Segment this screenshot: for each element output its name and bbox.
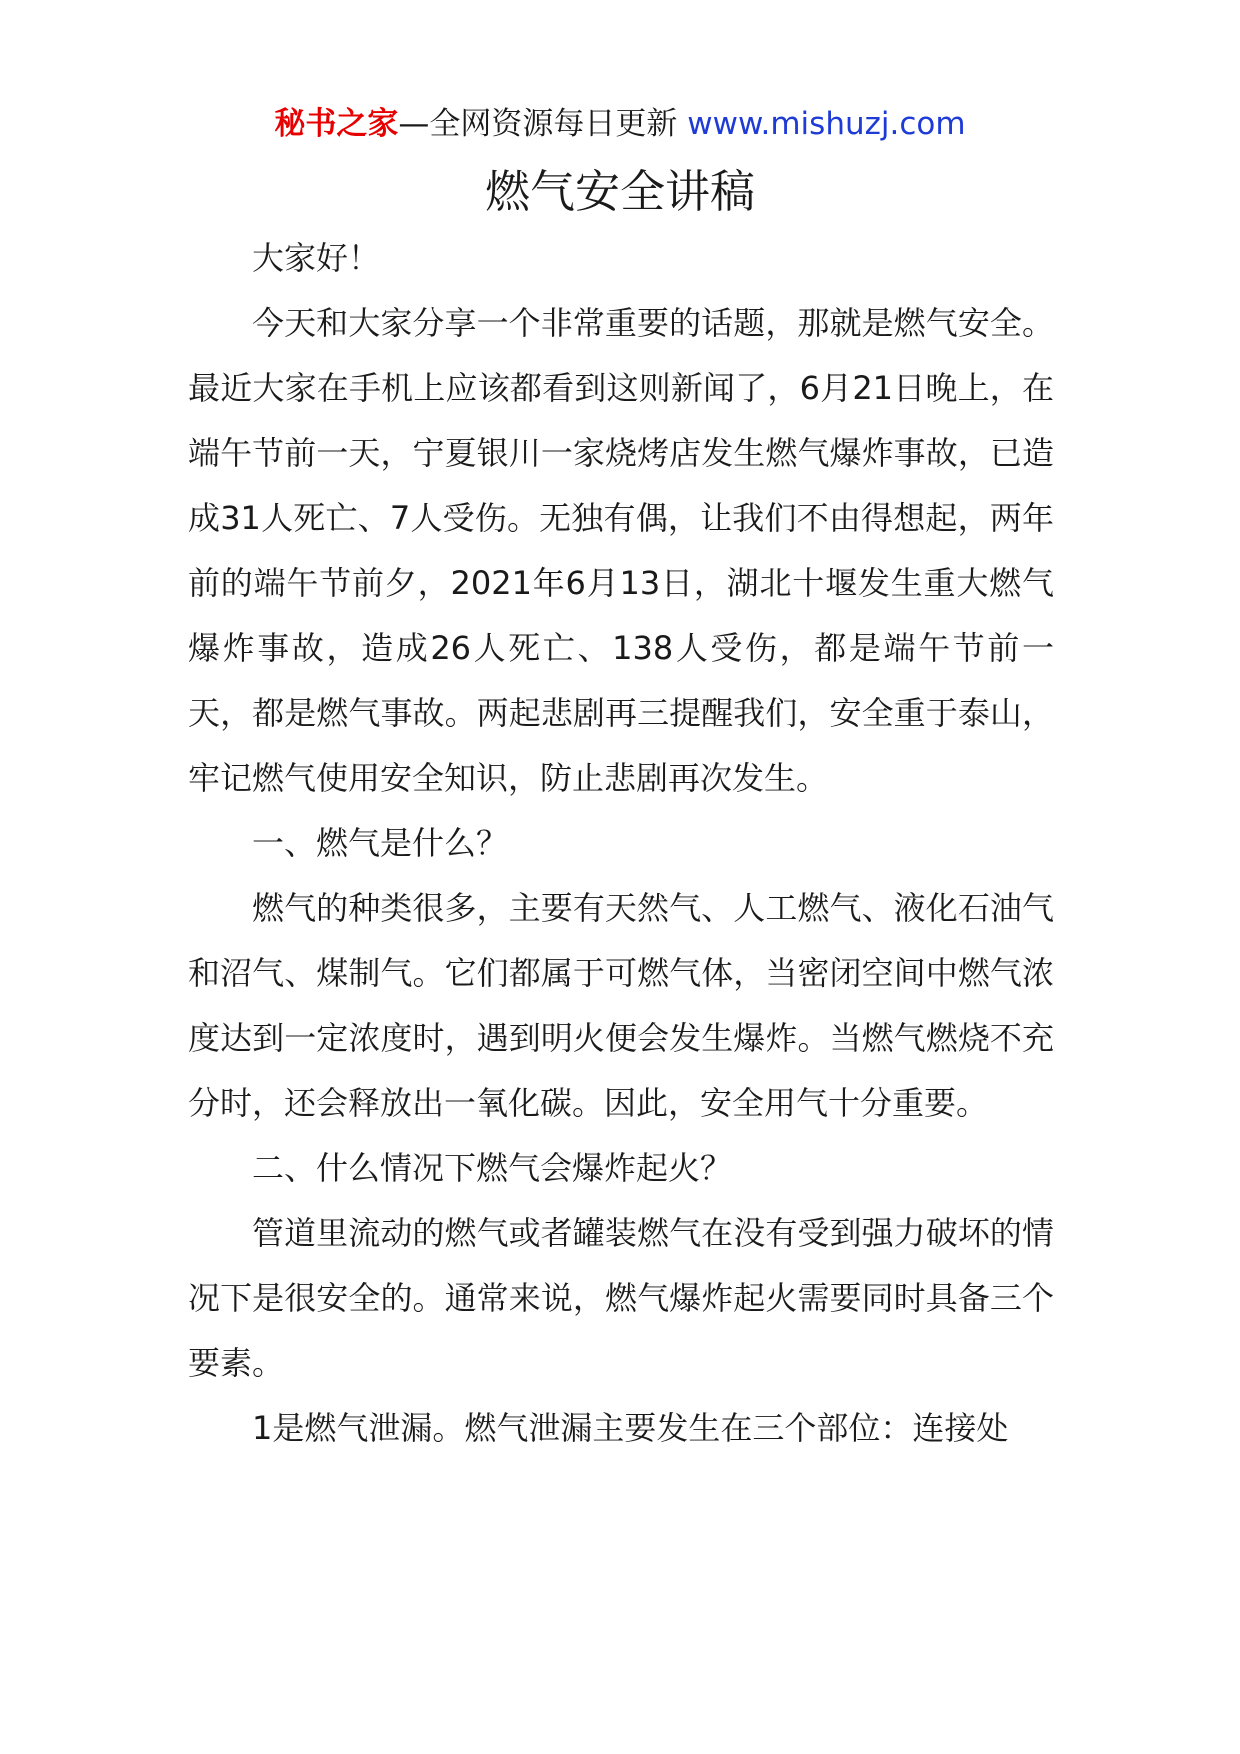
site-url-link[interactable]: www.mishuzj.com [687,106,966,142]
site-header [0,100,1240,148]
paragraph-intro: 今天和大家分享一个非常重要的话题，那就是燃气安全。最近大家在手机上应该都看到这则新闻了，6月21日晚上，在端午节前一天，宁夏银川一家烧烤店发生燃气爆炸事故，已造成31人死亡、7人受伤。无独有偶，让我们不由得想起，两年前的端午节前夕，2021年6月13日，湖北十堰发生重大燃气爆炸事故，造成26人死亡、138人受伤，都是端午节前一天，都是燃气事故。两起悲剧再三提醒我们，安全重于泰山，牢记燃气使用安全知识，防止悲剧再次发生。 [188,304,1054,797]
paragraph-section-2: 管道里流动的燃气或者罐装燃气在没有受到强力破坏的情况下是很安全的。通常来说，燃气爆炸起火需要同时具备三个要素。 [188,1214,1054,1382]
site-brand: 秘书之家 [274,106,399,142]
document-body [188,226,1054,1461]
paragraph-greeting: 大家好！ [252,239,381,277]
site-tagline: —全网资源每日更新 [398,106,678,142]
section-heading-1: 一、燃气是什么？ [252,824,509,862]
document-title: 燃气安全讲稿 [484,165,755,218]
section-heading-2: 二、什么情况下燃气会爆炸起火？ [252,1149,733,1187]
paragraph-section-1: 燃气的种类很多，主要有天然气、人工燃气、液化石油气和沼气、煤制气。它们都属于可燃气体，当密闭空间中燃气浓度达到一定浓度时，遇到明火便会发生爆炸。当燃气燃烧不充分时，还会释放出一氧化碳。因此，安全用气十分重要。 [188,889,1054,1122]
paragraph-point-1: 1是燃气泄漏。燃气泄漏主要发生在三个部位：连接处 [252,1409,1009,1447]
